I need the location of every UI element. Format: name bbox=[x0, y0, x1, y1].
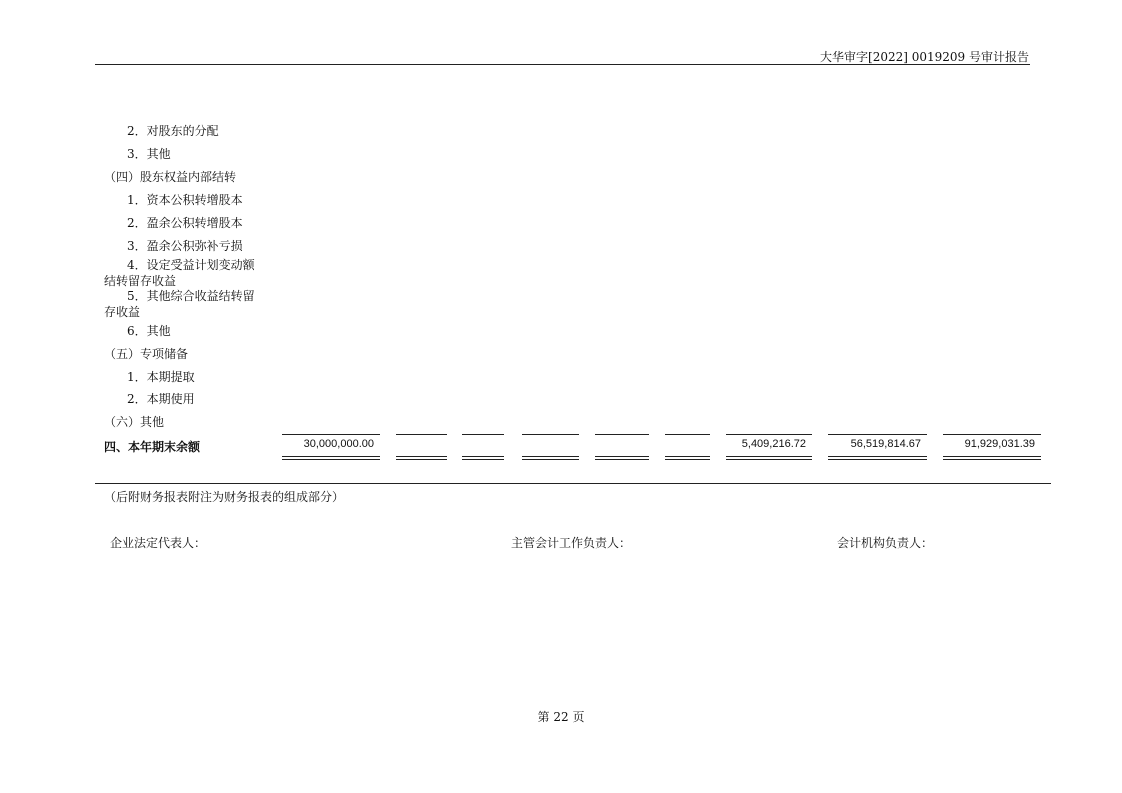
total-row-label: 四、本年期末余额 bbox=[104, 440, 201, 454]
total-value-share-capital: 30,000,000.00 bbox=[303, 438, 374, 450]
page-number: 第 22 页 bbox=[537, 710, 585, 724]
total-value-total-equity: 91,929,031.39 bbox=[964, 438, 1035, 450]
table-bottom-rule bbox=[95, 483, 1051, 484]
row-label: 6．其他 bbox=[127, 324, 171, 338]
header-divider bbox=[95, 64, 1030, 65]
report-reference: 大华审字[2022] 0019209 号审计报告 bbox=[820, 50, 1029, 64]
column-double-rule bbox=[665, 456, 710, 460]
column-rule bbox=[943, 434, 1041, 435]
column-double-rule bbox=[522, 456, 579, 460]
row-label: 2．对股东的分配 bbox=[127, 124, 219, 138]
row-label: 4．设定受益计划变动额 bbox=[127, 258, 255, 272]
legal-representative-label: 企业法定代表人： bbox=[110, 536, 207, 550]
column-double-rule bbox=[726, 456, 812, 460]
column-rule bbox=[462, 434, 504, 435]
row-label: 2．本期使用 bbox=[127, 392, 195, 406]
row-label-continuation: 结转留存收益 bbox=[104, 274, 177, 288]
row-label: 1．本期提取 bbox=[127, 370, 195, 384]
column-double-rule bbox=[462, 456, 504, 460]
row-label: 3．盈余公积弥补亏损 bbox=[127, 239, 243, 253]
column-rule bbox=[665, 434, 710, 435]
column-rule bbox=[595, 434, 649, 435]
column-rule bbox=[726, 434, 812, 435]
row-label: （四）股东权益内部结转 bbox=[104, 170, 237, 184]
accounting-head-label: 主管会计工作负责人： bbox=[511, 536, 632, 550]
row-label: 3．其他 bbox=[127, 147, 171, 161]
column-double-rule bbox=[595, 456, 649, 460]
column-rule bbox=[828, 434, 927, 435]
accounting-agency-head-label: 会计机构负责人： bbox=[837, 536, 934, 550]
column-rule bbox=[396, 434, 447, 435]
row-label: 2．盈余公积转增股本 bbox=[127, 216, 243, 230]
column-rule bbox=[522, 434, 579, 435]
row-label: （五）专项储备 bbox=[104, 347, 189, 361]
column-rule bbox=[282, 434, 380, 435]
row-label-continuation: 存收益 bbox=[104, 305, 141, 319]
column-double-rule bbox=[282, 456, 380, 460]
total-value-surplus-reserve: 5,409,216.72 bbox=[741, 438, 806, 450]
statement-note: （后附财务报表附注为财务报表的组成部分） bbox=[104, 490, 345, 504]
column-double-rule bbox=[396, 456, 447, 460]
column-double-rule bbox=[828, 456, 927, 460]
total-value-retained-earnings: 56,519,814.67 bbox=[850, 438, 921, 450]
row-label: 5．其他综合收益结转留 bbox=[127, 289, 255, 303]
row-label: （六）其他 bbox=[104, 415, 165, 429]
column-double-rule bbox=[943, 456, 1041, 460]
row-label: 1．资本公积转增股本 bbox=[127, 193, 243, 207]
